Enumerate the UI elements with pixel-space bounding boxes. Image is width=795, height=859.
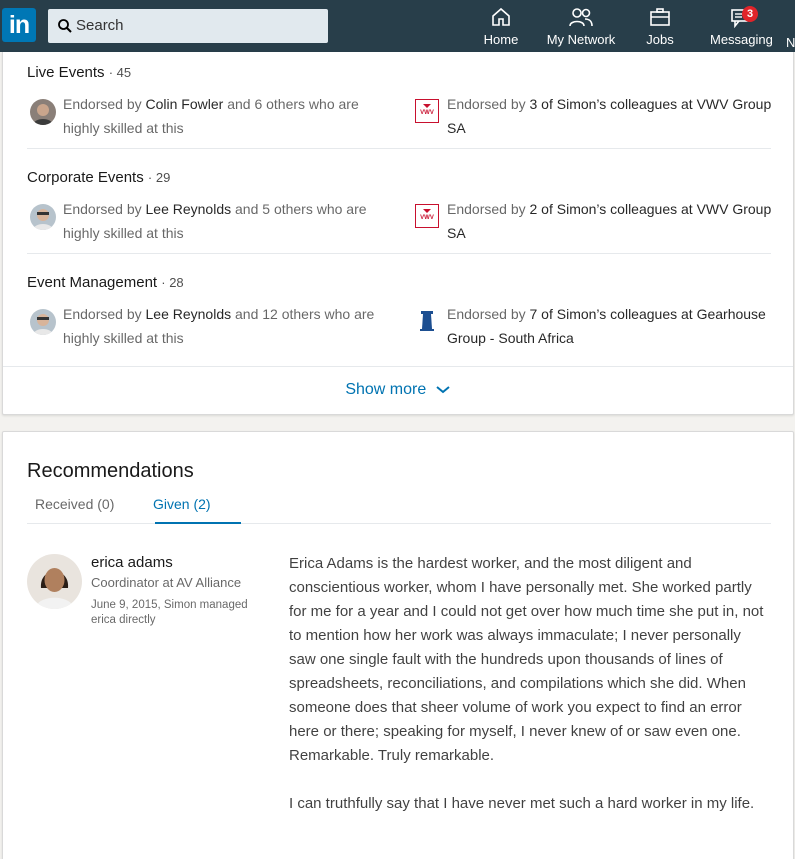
chevron-down-icon	[435, 385, 451, 395]
divider	[27, 253, 771, 254]
recommendations-tabs	[27, 490, 771, 524]
network-icon	[568, 6, 594, 28]
skill-name: Event Management	[27, 274, 158, 291]
endorser-name: Lee Reynolds	[145, 306, 232, 322]
tab-given[interactable]: Given (2)	[153, 496, 211, 512]
endorser-name: Lee Reynolds	[145, 201, 232, 217]
nav-messaging-label: Messaging	[710, 32, 773, 47]
skills-card	[2, 52, 794, 415]
company-logo-icon	[415, 99, 439, 123]
nav-messaging[interactable]	[710, 6, 772, 52]
endorsement-colleagues[interactable]	[447, 92, 777, 140]
active-tab-indicator	[155, 522, 241, 524]
search-icon	[57, 18, 73, 34]
endorsement-people[interactable]	[63, 197, 383, 245]
recommendation-text	[289, 552, 767, 840]
endorser-avatar[interactable]	[30, 99, 56, 125]
endorsement-people[interactable]	[63, 302, 383, 350]
endorse-prefix: Endorsed by	[63, 306, 146, 322]
recommendee-headline: Coordinator at AV Alliance	[91, 575, 242, 590]
skill-name: Live Events	[27, 64, 105, 81]
gearhouse-logo	[415, 309, 439, 333]
recommendations-title: Recommendations	[27, 460, 194, 482]
person-photo-icon	[30, 99, 56, 125]
colleagues-count: 2 of Simon’s colleagues at VWV Group SA	[447, 201, 772, 241]
endorse-prefix: Endorsed by	[447, 201, 530, 217]
skill-count: · 28	[161, 275, 184, 290]
show-more-button[interactable]	[3, 381, 793, 399]
company-logo-icon	[415, 204, 439, 228]
divider	[27, 148, 771, 149]
endorsement-people[interactable]	[63, 92, 383, 140]
endorse-prefix: Endorsed by	[63, 201, 146, 217]
top-nav-bar	[0, 0, 795, 52]
endorse-prefix: Endorsed by	[63, 96, 146, 112]
person-photo-icon	[30, 204, 56, 230]
skill-item	[27, 64, 771, 154]
endorser-avatar[interactable]	[30, 309, 56, 335]
skill-title[interactable]	[27, 64, 771, 81]
skill-name: Corporate Events	[27, 169, 144, 186]
person-photo-icon	[30, 309, 56, 335]
endorse-prefix: Endorsed by	[447, 306, 530, 322]
recommendee-name[interactable]: erica adams	[91, 554, 173, 571]
nav-jobs[interactable]	[645, 6, 675, 52]
skill-item	[27, 274, 771, 364]
vwv-logo	[415, 99, 439, 123]
svg-text:VWV: VWV	[420, 215, 434, 221]
skill-title[interactable]	[27, 169, 771, 186]
home-icon	[490, 6, 512, 28]
vwv-logo	[415, 204, 439, 228]
recommendation-meta: June 9, 2015, Simon managed erica directly	[91, 599, 248, 626]
company-logo-icon	[415, 309, 439, 333]
endorse-suffix: and 12 others who are highly skilled at this	[63, 306, 375, 346]
recommendation-paragraph: I can truthfully say that I have never met such a hard worker in my life.	[289, 795, 755, 812]
tab-received[interactable]: Received (0)	[35, 496, 115, 512]
show-more-section	[3, 366, 793, 414]
show-more-label: Show more	[345, 381, 427, 398]
skill-count: · 29	[147, 170, 171, 185]
recommendation-paragraph: Erica Adams is the hardest worker, and the most diligent and conscientious worker, whom I have personally met. She worked partly for me for a year and I could not get over how much time she put in, not to mention how her work was always immaculate; I never personally saw one single fault with the hundreds upon thousands of lines of spreadsheets, reconciliations, and compilations which she did. When someone does that sheer volume of work you expect to find an error here or there; speaking for myself, I never knew of or saw even one. Remarkable. Truly remarkable.	[289, 555, 764, 764]
briefcase-icon	[649, 6, 671, 28]
nav-home[interactable]	[482, 6, 520, 52]
endorsement-colleagues[interactable]	[447, 197, 777, 245]
colleagues-count: 7 of Simon’s colleagues at Gearhouse Group - South Africa	[447, 306, 766, 346]
svg-text:VWV: VWV	[420, 110, 434, 116]
nav-my-network-label: My Network	[546, 32, 616, 47]
nav-home-label: Home	[483, 32, 519, 47]
endorser-avatar[interactable]	[30, 204, 56, 230]
recommendee-avatar[interactable]	[27, 554, 82, 609]
linkedin-logo[interactable]: in	[2, 8, 36, 42]
endorse-suffix: and 5 others who are highly skilled at this	[63, 201, 367, 241]
messaging-badge: 3	[742, 6, 758, 22]
person-photo-icon	[27, 554, 82, 609]
nav-notifications-label-partial: N	[786, 35, 795, 50]
skill-item	[27, 169, 771, 259]
endorse-prefix: Endorsed by	[447, 96, 530, 112]
endorser-name: Colin Fowler	[145, 96, 224, 112]
skill-title[interactable]	[27, 274, 771, 291]
recommendations-card	[2, 431, 794, 859]
search-box[interactable]	[48, 9, 328, 43]
colleagues-count: 3 of Simon’s colleagues at VWV Group SA	[447, 96, 772, 136]
nav-my-network[interactable]	[546, 6, 616, 52]
search-input[interactable]: Search	[76, 17, 124, 34]
nav-notifications-partial[interactable]	[786, 6, 795, 52]
endorse-suffix: and 6 others who are highly skilled at this	[63, 96, 359, 136]
skill-count: · 45	[108, 65, 132, 80]
endorsement-colleagues[interactable]	[447, 302, 777, 350]
nav-jobs-label: Jobs	[646, 32, 674, 47]
